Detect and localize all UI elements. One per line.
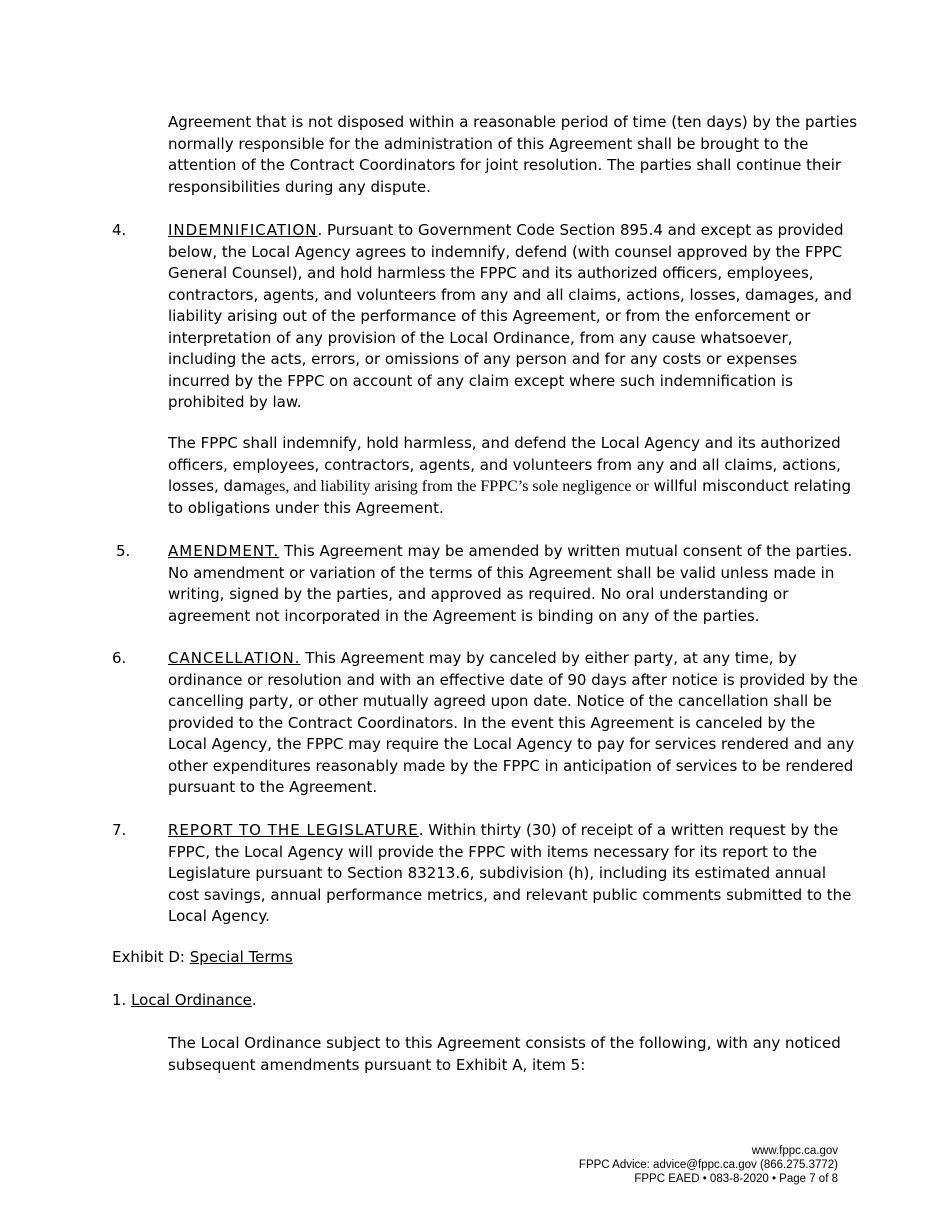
- exhibit-title: Special Terms: [189, 948, 293, 966]
- section-7-paragraph: [168, 820, 858, 928]
- exhibit-item-number: 1.: [112, 991, 132, 1009]
- section-6-body: This Agreement may by canceled by either party, at any time, by ordinance or resolution and with an effective date of 90 days after notice is provided by the cancelling party, or other mutually agreed upon date. Notice of the cancellation shall be provided to the Contract Coordinators. In the event this Agreement is canceled by the Local Agency, the FPPC may require the Local Agency to pay for services rendered and any other expenditures reasonably made by the FPPC in anticipation of services to be rendered pursuant to the Agreement.: [168, 649, 858, 796]
- exhibit-heading: [112, 947, 812, 969]
- section-6-number: 6.: [112, 649, 127, 667]
- footer-advice: FPPC Advice: advice@fppc.ca.gov (866.275.3772): [578, 1159, 838, 1171]
- section-5-body: This Agreement may be amended by written mutual consent of the parties. No amendment or variation of the terms of this Agreement shall be valid unless made in writing, signed by the parties, and approved as required. No oral understanding or agreement not incorporated in the Agreement is binding on any of the parties.: [168, 542, 853, 625]
- section-4-second-paragraph-c: willful misconduct relating to obligations under this Agreement.: [168, 477, 852, 517]
- section-6-paragraph: [168, 648, 858, 799]
- section-4-paragraph: [168, 220, 858, 414]
- footer-doc-id: FPPC EAED • 083-8-2020 • Page 7 of 8: [634, 1173, 838, 1185]
- section-7-title: REPORT TO THE LEGISLATURE: [168, 821, 419, 839]
- section-4-body: . Pursuant to Government Code Section 895.4 and except as provided below, the Local Agency agrees to indemnify, defend (with counsel approved by the FPPC General Counsel), and hold harmless the FPPC and its authorized officers, employees, contractors, agents, and volunteers from any and all claims, actions, losses, damages, and liability arising out of the performance of this Agreement, or from the enforcement or interpretation of any provision of the Local Ordinance, from any cause whatsoever, including the acts, errors, or omissions of any person and for any costs or expenses incurred by the FPPC on account of any claim except where such indemnification is prohibited by law.: [168, 221, 852, 411]
- section-4-second-paragraph-b: ages, and liability arising from the FPPC’s sole negligence or: [256, 478, 649, 495]
- section-4-second-paragraph: [168, 433, 858, 519]
- exhibit-item-heading: [112, 990, 812, 1012]
- section-4-second-paragraph-a: The FPPC shall indemnify, hold harmless, and defend the Local Agency and its authorized officers, employees, contractors, agents, and volunteers from any and all claims, actions, losses, dam: [168, 434, 841, 495]
- section-6-title: CANCELLATION.: [168, 649, 301, 667]
- exhibit-item-title: Local Ordinance: [131, 991, 252, 1009]
- section-7-body: . Within thirty (30) of receipt of a written request by the FPPC, the Local Agency will provide the FPPC with items necessary for its report to the Legislature pursuant to Section 83213.6, subdivision (h), including its estimated annual cost savings, annual performance metrics, and relevant public comments submitted to the Local Agency.: [168, 821, 852, 925]
- section-7-number: 7.: [112, 821, 127, 839]
- footer-website: www.fppc.ca.gov: [751, 1145, 838, 1157]
- section-5-paragraph: [168, 541, 858, 627]
- exhibit-item-suffix: .: [251, 991, 257, 1009]
- exhibit-prefix: Exhibit D:: [112, 948, 190, 966]
- section-4-number: 4.: [112, 221, 127, 239]
- exhibit-item-body: The Local Ordinance subject to this Agreement consists of the following, with any noticed subsequent amendments pursuant to Exhibit A, item 5:: [168, 1034, 841, 1074]
- section-5-title: AMENDMENT.: [168, 542, 280, 560]
- page-footer: [438, 1144, 838, 1186]
- continuation-paragraph: Agreement that is not disposed within a reasonable period of time (ten days) by the parties normally responsible for the administration of this Agreement shall be brought to the attention of the Contract Coordinators for joint resolution. The parties shall continue their responsibilities during any dispute.: [168, 113, 858, 196]
- section-4-title: INDEMNIFICATION: [168, 221, 318, 239]
- section-5-number: 5.: [116, 542, 131, 560]
